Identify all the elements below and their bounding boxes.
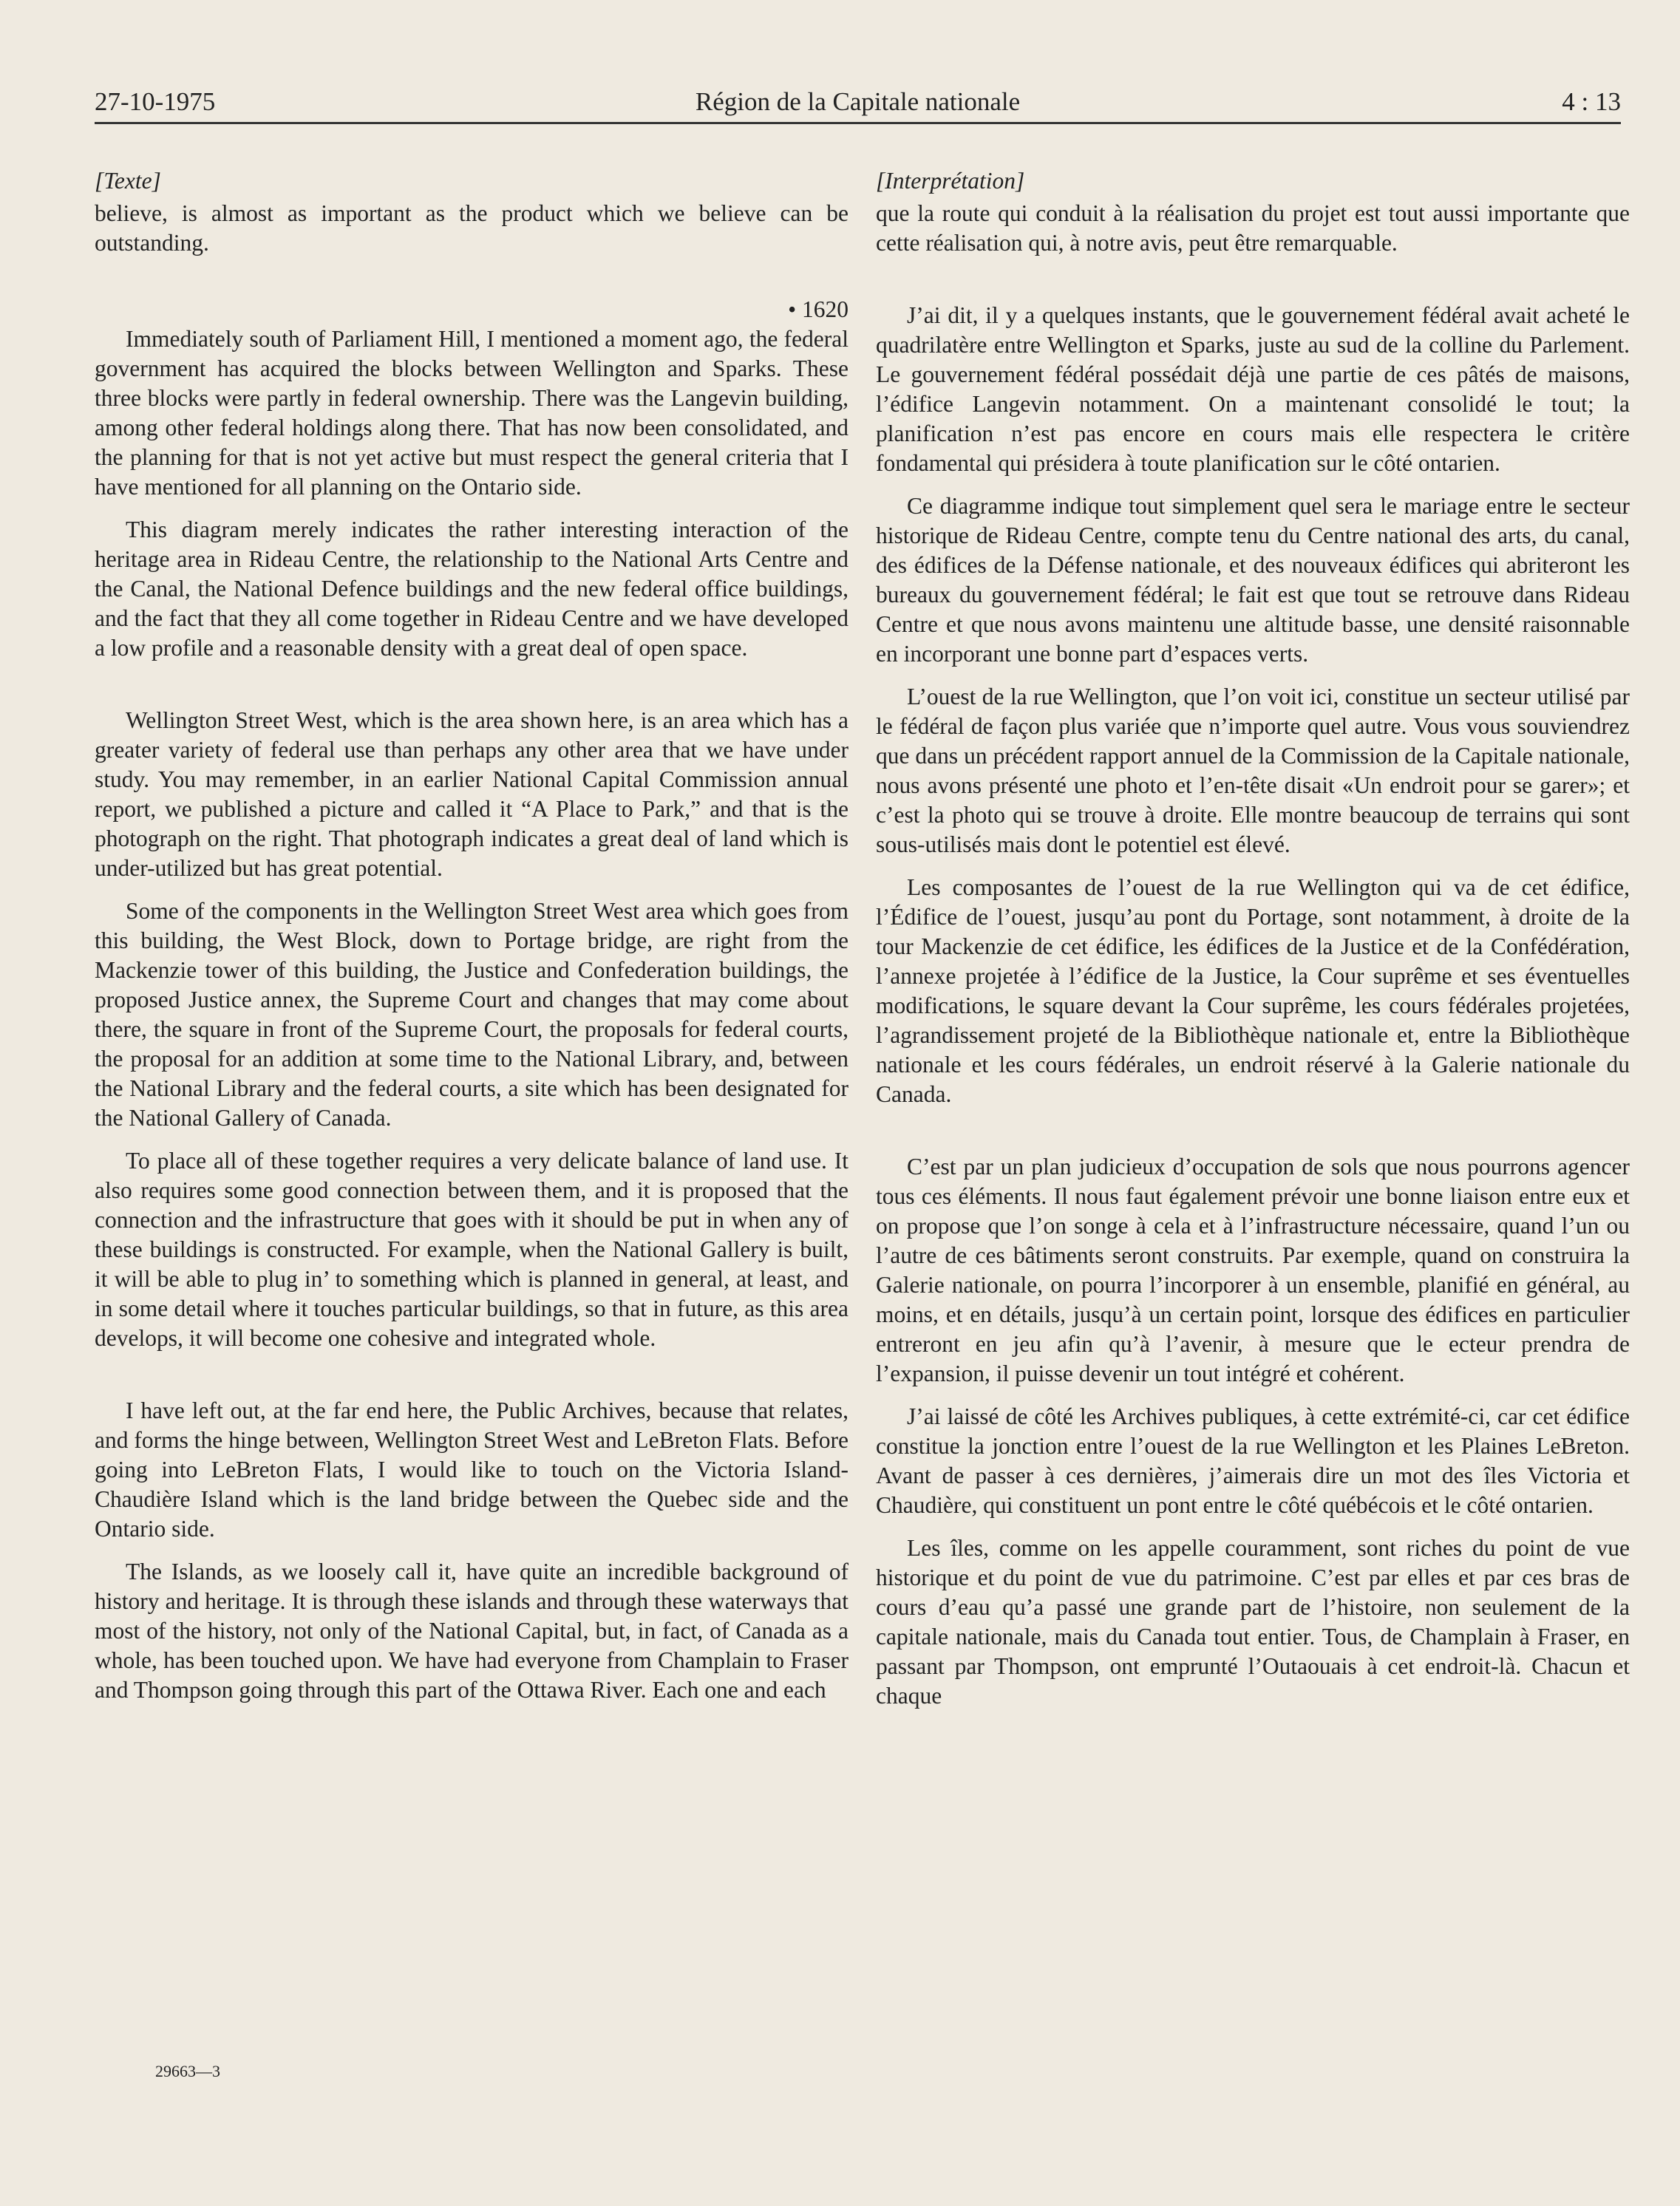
paragraph: Ce diagramme indique tout simplement quel sera le mariage entre le secteur historique de Rideau Centre, compte tenu du Centre national des arts, du canal, des édifices de la Défense nationale, et des nouveaux édifices qui abriteront les bureaux du gouvernement fédéral; le fait est que tout se retrouve dans Rideau Centre et que nous avons maintenu une altitude basse, une densité raisonnable en incorporant une bonne part d’espaces verts.	[876, 493, 1630, 667]
header-date: 27-10-1975	[95, 87, 216, 116]
paragraph: The Islands, as we loosely call it, have quite an incredible background of history and heritage. It is through these islands and through these waterways that most of the history, not only of the National Capital, but, in fact, of Canada as a whole, has been touched upon. We have had everyone from Champlain to Fraser and Thompson going through this part of the Ottawa River. Each one and each	[95, 1559, 848, 1703]
paragraph: Les composantes de l’ouest de la rue Wellington qui va de cet édifice, l’Édifice de l’ouest, jusqu’au pont du Portage, sont notamment, à droite de la tour Mackenzie de cet édifice, les édifices de la Justice et de la Confédération, l’annexe projetée à l’édifice de la Justice, la Cour suprême et ses éventuelles modifications, le square devant la Cour suprême, les cours fédérales projetées, l’agrandissement projeté de la Bibliothèque nationale et, entre la Bibliothèque nationale et les cours fédérales, un endroit réservé à la Galerie nationale du Canada.	[876, 874, 1630, 1107]
french-column	[876, 166, 1630, 1724]
paragraph: Immediately south of Parliament Hill, I mentioned a moment ago, the federal government has acquired the blocks between Wellington and Sparks. These three blocks were partly in federal ownership. There was the Langevin building, among other federal holdings along there. That has now been consolidated, and the planning for that is not yet active but must respect the general criteria that I have mentioned for all planning on the Ontario side.	[95, 326, 848, 500]
english-column	[95, 166, 848, 1718]
text-label: [Texte]	[95, 168, 161, 194]
paragraph-gap	[95, 676, 848, 706]
paragraph: Wellington Street West, which is the area shown here, is an area which has a greater variety of federal use than perhaps any other area that we have under study. You may remember, in an earlier National Capital Commission annual report, we published a picture and called it “A Place to Park,” and that is the photograph on the right. That photograph indicates a great deal of land which is under-utilized but has great potential.	[95, 707, 848, 881]
paragraph: C’est par un plan judicieux d’occupation de sols que nous pourrons agencer tous ces éléments. Il nous faut également prévoir une bonne liaison entre eux et on propose que l’on songe à cela et à l’infrastructure nécessaire, quand l’un ou l’autre de ces bâtiments seront construits. Par exemple, quand on construira la Galerie nationale, on pourra l’incorporer à un ensemble, planifié en général, au moins, et en détails, jusqu’à un certain point, lorsque des édifices en particulier entreront en jeu afin qu’à l’avenir, à mesure que le ecteur prendra de l’expansion, il puisse devenir un tout intégré et cohérent.	[876, 1154, 1630, 1386]
paragraph-gap	[876, 1123, 1630, 1152]
time-marker: • 1620	[788, 296, 848, 322]
header-title: Région de la Capitale nationale	[695, 87, 1021, 116]
paragraph: Les îles, comme on les appelle couramment, sont riches du point de vue historique et du point de vue du patrimoine. C’est par elles et par ces bras de cours d’eau qu’a passé une grande part de l’histoire, non seulement de la capitale nationale, mais du Canada tout entier. Tous, de Champlain à Fraser, en passant par Thompson, ont emprunté l’Outaouais à cet endroit-là. Chacun et chaque	[876, 1535, 1630, 1709]
paragraph: believe, is almost as important as the product which we believe can be outstanding.	[95, 200, 848, 256]
header-rule	[95, 122, 1621, 124]
paragraph: que la route qui conduit à la réalisation du projet est tout aussi importante que cette réalisation qui, à notre avis, peut être remarquable.	[876, 200, 1630, 256]
paragraph: This diagram merely indicates the rather interesting interaction of the heritage area in Rideau Centre, the relationship to the National Arts Centre and the Canal, the National Defence buildings and the new federal office buildings, and the fact that they all come together in Rideau Centre and we have developed a low profile and a reasonable density with a great deal of open space.	[95, 517, 848, 661]
paragraph-gap	[876, 271, 1630, 301]
paragraph: J’ai dit, il y a quelques instants, que le gouvernement fédéral avait acheté le quadrilatère entre Wellington et Sparks, juste au sud de la colline du Parlement. Le gouvernement fédéral possédait déjà une partie de ces pâtés de maisons, l’édifice Langevin notamment. On a maintenant consolidé le tout; la planification n’est pas encore en cours mais elle respectera le critère fondamental qui présidera à toute planification sur le côté ontarien.	[876, 302, 1630, 476]
paragraph: L’ouest de la rue Wellington, que l’on voit ici, constitue un secteur utilisé par le fédéral de façon plus variée que n’importe quel autre. Vous vous souviendrez que dans un précédent rapport annuel de la Commission de la Capitale nationale, nous avons présenté une photo et l’en-tête disait «Un endroit pour se garer»; et c’est la photo qui se trouve à droite. Elle montre beaucoup de terrains qui sont sous-utilisés mais dont le potentiel est élevé.	[876, 684, 1630, 857]
interpretation-label: [Interprétation]	[876, 168, 1025, 194]
paragraph-gap	[95, 1366, 848, 1396]
header-page-number: 4 : 13	[1562, 87, 1621, 116]
paragraph: To place all of these together requires a very delicate balance of land use. It also requires some good connection between them, and it is proposed that the connection and the infrastructure that goes with it should be put in when any of these buildings is constructed. For example, when the National Gallery is built, it will be able to plug in’ to something which is planned in general, at least, and in some detail where it touches particular buildings, so that in future, as this area develops, it will become one cohesive and integrated whole.	[95, 1148, 848, 1351]
footer-code: 29663—3	[155, 2062, 220, 2080]
paragraph: J’ai laissé de côté les Archives publiques, à cette extrémité-ci, car cet édifice constitue la jonction entre l’ouest de la rue Wellington et les Plaines LeBreton. Avant de passer à ces dernières, j’aimerais dire un mot des îles Victoria et Chaudière, qui constituent un pont entre le côté québécois et le côté ontarien.	[876, 1403, 1630, 1518]
page-header	[95, 80, 1621, 124]
paragraph: Some of the components in the Wellington Street West area which goes from this building, the West Block, down to Portage bridge, are right from the Mackenzie tower of this building, the Justice and Confederation buildings, the proposed Justice annex, the Supreme Court and changes that may come about there, the square in front of the Supreme Court, the proposals for federal courts, the proposal for an addition at some time to the National Library, and, between the National Library and the federal courts, a site which has been designated for the National Gallery of Canada.	[95, 898, 848, 1131]
paragraph: I have left out, at the far end here, the Public Archives, because that relates, and forms the hinge between, Wellington Street West and LeBreton Flats. Before going into LeBreton Flats, I would like to touch on the Victoria Island-Chaudière Island which is the land bridge between the Quebec side and the Ontario side.	[95, 1398, 848, 1542]
